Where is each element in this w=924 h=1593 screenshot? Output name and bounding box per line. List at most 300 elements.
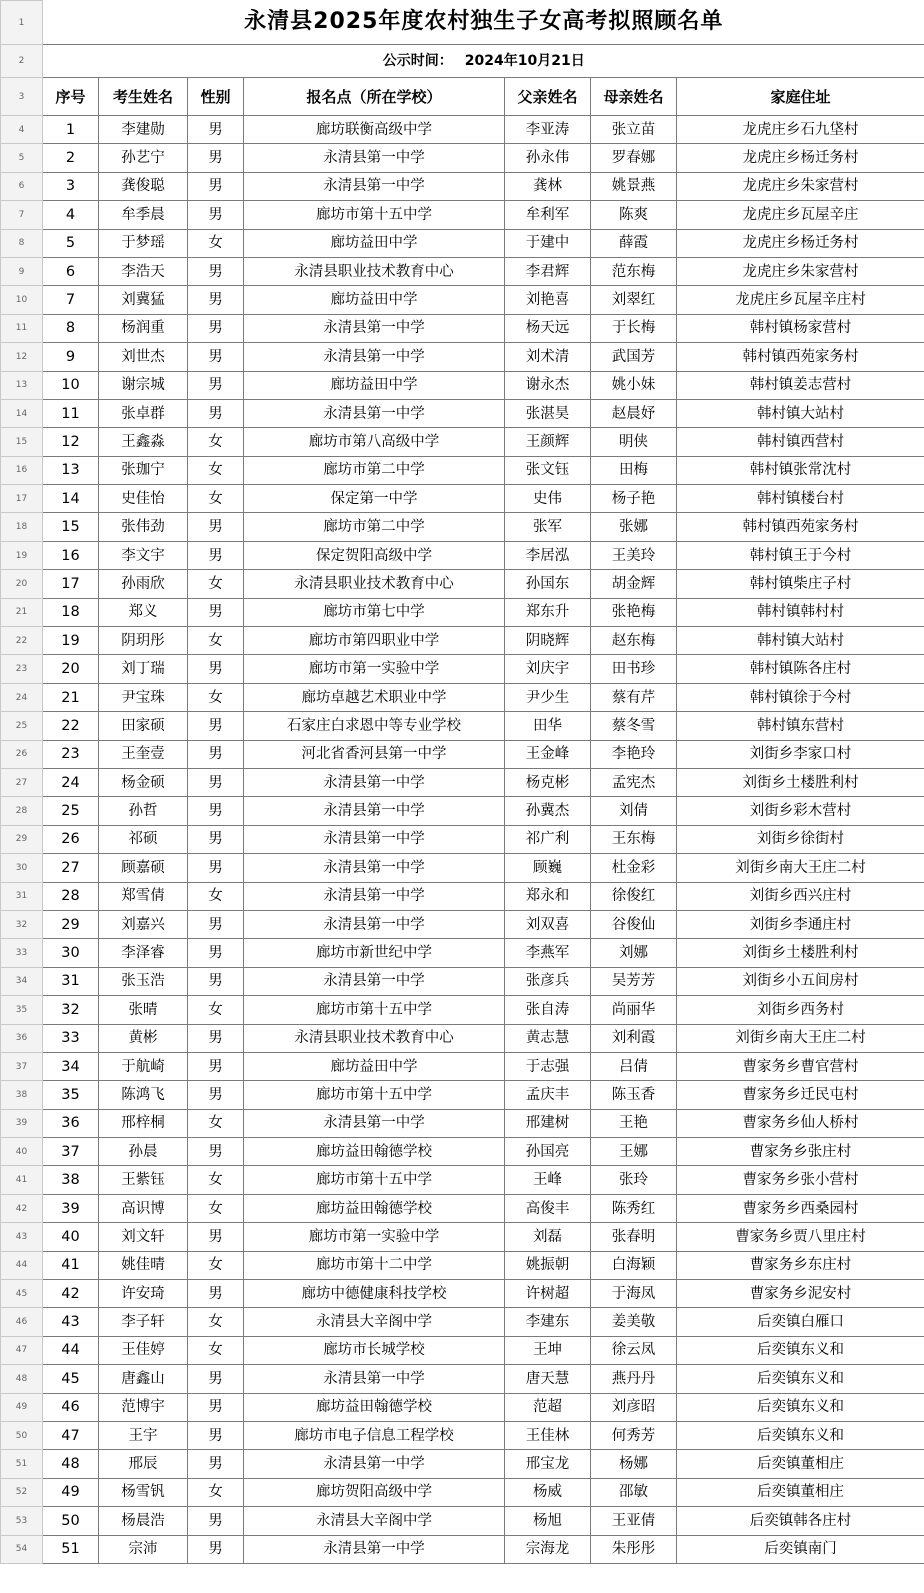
cell-father-name[interactable]: 杨克彬 bbox=[505, 768, 591, 796]
cell-school[interactable]: 永清县第一中学 bbox=[244, 1365, 505, 1393]
cell-index[interactable]: 38 bbox=[43, 1166, 99, 1194]
cell-address[interactable]: 刘街乡南大王庄二村 bbox=[677, 854, 924, 882]
cell-student-name[interactable]: 杨晨浩 bbox=[99, 1507, 188, 1535]
cell-index[interactable]: 43 bbox=[43, 1308, 99, 1336]
cell-address[interactable]: 后奕镇董相庄 bbox=[677, 1478, 924, 1506]
cell-student-name[interactable]: 张晴 bbox=[99, 996, 188, 1024]
row-number[interactable]: 13 bbox=[1, 371, 43, 399]
cell-school[interactable]: 石家庄白求恩中等专业学校 bbox=[244, 712, 505, 740]
cell-student-name[interactable]: 刘世杰 bbox=[99, 343, 188, 371]
row-number[interactable]: 25 bbox=[1, 712, 43, 740]
cell-address[interactable]: 后奕镇董相庄 bbox=[677, 1450, 924, 1478]
cell-gender[interactable]: 男 bbox=[188, 740, 244, 768]
cell-gender[interactable]: 女 bbox=[188, 627, 244, 655]
row-number[interactable]: 27 bbox=[1, 768, 43, 796]
cell-school[interactable]: 廊坊市第十五中学 bbox=[244, 996, 505, 1024]
cell-school[interactable]: 廊坊市第四职业中学 bbox=[244, 627, 505, 655]
cell-mother-name[interactable]: 张立苗 bbox=[591, 116, 677, 144]
cell-address[interactable]: 刘街乡李家口村 bbox=[677, 740, 924, 768]
cell-address[interactable]: 刘街乡土楼胜利村 bbox=[677, 939, 924, 967]
cell-mother-name[interactable]: 王美玲 bbox=[591, 541, 677, 569]
cell-index[interactable]: 25 bbox=[43, 797, 99, 825]
cell-index[interactable]: 48 bbox=[43, 1450, 99, 1478]
cell-index[interactable]: 37 bbox=[43, 1138, 99, 1166]
cell-gender[interactable]: 男 bbox=[188, 1535, 244, 1563]
cell-index[interactable]: 29 bbox=[43, 910, 99, 938]
cell-student-name[interactable]: 孙晨 bbox=[99, 1138, 188, 1166]
cell-father-name[interactable]: 尹少生 bbox=[505, 683, 591, 711]
cell-father-name[interactable]: 邢建树 bbox=[505, 1109, 591, 1137]
row-number[interactable]: 53 bbox=[1, 1507, 43, 1535]
cell-gender[interactable]: 男 bbox=[188, 1024, 244, 1052]
cell-address[interactable]: 韩村镇大站村 bbox=[677, 399, 924, 427]
row-number[interactable]: 9 bbox=[1, 257, 43, 285]
cell-student-name[interactable]: 张珈宁 bbox=[99, 456, 188, 484]
cell-student-name[interactable]: 田家硕 bbox=[99, 712, 188, 740]
cell-father-name[interactable]: 杨天远 bbox=[505, 314, 591, 342]
row-number[interactable]: 21 bbox=[1, 598, 43, 626]
cell-gender[interactable]: 女 bbox=[188, 428, 244, 456]
cell-mother-name[interactable]: 赵东梅 bbox=[591, 627, 677, 655]
cell-mother-name[interactable]: 张娜 bbox=[591, 513, 677, 541]
row-number[interactable]: 33 bbox=[1, 939, 43, 967]
cell-father-name[interactable]: 王坤 bbox=[505, 1336, 591, 1364]
cell-mother-name[interactable]: 于海凤 bbox=[591, 1280, 677, 1308]
cell-mother-name[interactable]: 刘利霞 bbox=[591, 1024, 677, 1052]
cell-father-name[interactable]: 孙冀杰 bbox=[505, 797, 591, 825]
row-number[interactable]: 31 bbox=[1, 882, 43, 910]
cell-address[interactable]: 曹家务乡西桑园村 bbox=[677, 1194, 924, 1222]
cell-father-name[interactable]: 张文钰 bbox=[505, 456, 591, 484]
cell-gender[interactable]: 女 bbox=[188, 882, 244, 910]
cell-index[interactable]: 2 bbox=[43, 144, 99, 172]
cell-gender[interactable]: 男 bbox=[188, 399, 244, 427]
row-number[interactable]: 40 bbox=[1, 1138, 43, 1166]
cell-gender[interactable]: 男 bbox=[188, 116, 244, 144]
cell-address[interactable]: 韩村镇楼台村 bbox=[677, 485, 924, 513]
cell-index[interactable]: 50 bbox=[43, 1507, 99, 1535]
cell-index[interactable]: 7 bbox=[43, 286, 99, 314]
cell-index[interactable]: 32 bbox=[43, 996, 99, 1024]
cell-mother-name[interactable]: 田梅 bbox=[591, 456, 677, 484]
cell-student-name[interactable]: 孙艺宁 bbox=[99, 144, 188, 172]
cell-student-name[interactable]: 郑义 bbox=[99, 598, 188, 626]
cell-school[interactable]: 廊坊贺阳高级中学 bbox=[244, 1478, 505, 1506]
cell-student-name[interactable]: 李文宇 bbox=[99, 541, 188, 569]
cell-student-name[interactable]: 史佳怡 bbox=[99, 485, 188, 513]
cell-index[interactable]: 26 bbox=[43, 825, 99, 853]
row-number[interactable]: 54 bbox=[1, 1535, 43, 1563]
cell-index[interactable]: 23 bbox=[43, 740, 99, 768]
cell-school[interactable]: 廊坊益田中学 bbox=[244, 229, 505, 257]
cell-student-name[interactable]: 于航崎 bbox=[99, 1052, 188, 1080]
cell-father-name[interactable]: 牟利军 bbox=[505, 201, 591, 229]
row-number[interactable]: 29 bbox=[1, 825, 43, 853]
cell-father-name[interactable]: 宗海龙 bbox=[505, 1535, 591, 1563]
cell-gender[interactable]: 女 bbox=[188, 1251, 244, 1279]
cell-index[interactable]: 33 bbox=[43, 1024, 99, 1052]
cell-address[interactable]: 韩村镇西苑家务村 bbox=[677, 513, 924, 541]
cell-address[interactable]: 韩村镇张常沈村 bbox=[677, 456, 924, 484]
cell-address[interactable]: 后奕镇韩各庄村 bbox=[677, 1507, 924, 1535]
cell-index[interactable]: 49 bbox=[43, 1478, 99, 1506]
cell-address[interactable]: 后奕镇东义和 bbox=[677, 1365, 924, 1393]
cell-index[interactable]: 40 bbox=[43, 1223, 99, 1251]
cell-father-name[interactable]: 孙国亮 bbox=[505, 1138, 591, 1166]
cell-school[interactable]: 廊坊市第二中学 bbox=[244, 456, 505, 484]
cell-school[interactable]: 廊坊市第八高级中学 bbox=[244, 428, 505, 456]
cell-index[interactable]: 31 bbox=[43, 967, 99, 995]
cell-father-name[interactable]: 孙永伟 bbox=[505, 144, 591, 172]
cell-address[interactable]: 龙虎庄乡杨迁务村 bbox=[677, 229, 924, 257]
cell-address[interactable]: 曹家务乡张庄村 bbox=[677, 1138, 924, 1166]
cell-mother-name[interactable]: 杜金彩 bbox=[591, 854, 677, 882]
cell-address[interactable]: 刘街乡南大王庄二村 bbox=[677, 1024, 924, 1052]
cell-address[interactable]: 后奕镇东义和 bbox=[677, 1393, 924, 1421]
cell-gender[interactable]: 男 bbox=[188, 1393, 244, 1421]
cell-mother-name[interactable]: 吴芳芳 bbox=[591, 967, 677, 995]
cell-address[interactable]: 曹家务乡东庄村 bbox=[677, 1251, 924, 1279]
cell-father-name[interactable]: 许树超 bbox=[505, 1280, 591, 1308]
cell-school[interactable]: 永清县第一中学 bbox=[244, 1109, 505, 1137]
cell-school[interactable]: 永清县第一中学 bbox=[244, 882, 505, 910]
cell-student-name[interactable]: 刘文轩 bbox=[99, 1223, 188, 1251]
cell-mother-name[interactable]: 张春明 bbox=[591, 1223, 677, 1251]
cell-address[interactable]: 韩村镇西苑家务村 bbox=[677, 343, 924, 371]
header-mother-name[interactable]: 母亲姓名 bbox=[591, 78, 677, 116]
cell-address[interactable]: 韩村镇大站村 bbox=[677, 627, 924, 655]
row-number[interactable]: 35 bbox=[1, 996, 43, 1024]
header-father-name[interactable]: 父亲姓名 bbox=[505, 78, 591, 116]
row-number[interactable]: 49 bbox=[1, 1393, 43, 1421]
cell-address[interactable]: 韩村镇姜志营村 bbox=[677, 371, 924, 399]
cell-student-name[interactable]: 尹宝珠 bbox=[99, 683, 188, 711]
cell-father-name[interactable]: 刘艳喜 bbox=[505, 286, 591, 314]
cell-student-name[interactable]: 姚佳晴 bbox=[99, 1251, 188, 1279]
cell-index[interactable]: 14 bbox=[43, 485, 99, 513]
cell-student-name[interactable]: 王宇 bbox=[99, 1421, 188, 1449]
cell-gender[interactable]: 女 bbox=[188, 1336, 244, 1364]
cell-index[interactable]: 41 bbox=[43, 1251, 99, 1279]
cell-father-name[interactable]: 谢永杰 bbox=[505, 371, 591, 399]
cell-student-name[interactable]: 宗沛 bbox=[99, 1535, 188, 1563]
row-number[interactable]: 41 bbox=[1, 1166, 43, 1194]
cell-address[interactable]: 刘街乡彩木营村 bbox=[677, 797, 924, 825]
cell-mother-name[interactable]: 于长梅 bbox=[591, 314, 677, 342]
cell-school[interactable]: 永清县第一中学 bbox=[244, 825, 505, 853]
row-number[interactable]: 5 bbox=[1, 144, 43, 172]
cell-mother-name[interactable]: 何秀芳 bbox=[591, 1421, 677, 1449]
cell-mother-name[interactable]: 刘翠红 bbox=[591, 286, 677, 314]
cell-index[interactable]: 11 bbox=[43, 399, 99, 427]
cell-school[interactable]: 永清县第一中学 bbox=[244, 854, 505, 882]
row-number[interactable]: 38 bbox=[1, 1081, 43, 1109]
cell-gender[interactable]: 男 bbox=[188, 541, 244, 569]
cell-gender[interactable]: 男 bbox=[188, 1280, 244, 1308]
row-number[interactable]: 51 bbox=[1, 1450, 43, 1478]
cell-gender[interactable]: 男 bbox=[188, 172, 244, 200]
cell-father-name[interactable]: 杨威 bbox=[505, 1478, 591, 1506]
publish-date-cell[interactable] bbox=[43, 45, 924, 78]
cell-father-name[interactable]: 史伟 bbox=[505, 485, 591, 513]
cell-gender[interactable]: 男 bbox=[188, 825, 244, 853]
cell-student-name[interactable]: 黄彬 bbox=[99, 1024, 188, 1052]
cell-index[interactable]: 51 bbox=[43, 1535, 99, 1563]
cell-school[interactable]: 廊坊市第七中学 bbox=[244, 598, 505, 626]
cell-gender[interactable]: 男 bbox=[188, 655, 244, 683]
cell-gender[interactable]: 男 bbox=[188, 201, 244, 229]
cell-index[interactable]: 27 bbox=[43, 854, 99, 882]
cell-father-name[interactable]: 黄志慧 bbox=[505, 1024, 591, 1052]
cell-school[interactable]: 廊坊市第一实验中学 bbox=[244, 655, 505, 683]
cell-student-name[interactable]: 李建勋 bbox=[99, 116, 188, 144]
cell-student-name[interactable]: 杨润重 bbox=[99, 314, 188, 342]
row-number[interactable]: 22 bbox=[1, 627, 43, 655]
cell-father-name[interactable]: 于志强 bbox=[505, 1052, 591, 1080]
cell-father-name[interactable]: 刘磊 bbox=[505, 1223, 591, 1251]
cell-index[interactable]: 1 bbox=[43, 116, 99, 144]
cell-school[interactable]: 永清县第一中学 bbox=[244, 314, 505, 342]
row-number[interactable]: 10 bbox=[1, 286, 43, 314]
cell-student-name[interactable]: 李子轩 bbox=[99, 1308, 188, 1336]
cell-student-name[interactable]: 陈鸿飞 bbox=[99, 1081, 188, 1109]
cell-mother-name[interactable]: 薛霞 bbox=[591, 229, 677, 257]
cell-gender[interactable]: 男 bbox=[188, 1081, 244, 1109]
cell-mother-name[interactable]: 陈秀红 bbox=[591, 1194, 677, 1222]
cell-mother-name[interactable]: 王艳 bbox=[591, 1109, 677, 1137]
cell-gender[interactable]: 男 bbox=[188, 712, 244, 740]
cell-index[interactable]: 6 bbox=[43, 257, 99, 285]
cell-gender[interactable]: 男 bbox=[188, 1223, 244, 1251]
row-number[interactable]: 19 bbox=[1, 541, 43, 569]
cell-school[interactable]: 廊坊市长城学校 bbox=[244, 1336, 505, 1364]
cell-school[interactable]: 永清县第一中学 bbox=[244, 343, 505, 371]
cell-father-name[interactable]: 李君辉 bbox=[505, 257, 591, 285]
cell-school[interactable]: 廊坊市第二中学 bbox=[244, 513, 505, 541]
cell-school[interactable]: 永清县第一中学 bbox=[244, 910, 505, 938]
cell-father-name[interactable]: 王金峰 bbox=[505, 740, 591, 768]
cell-school[interactable]: 廊坊卓越艺术职业中学 bbox=[244, 683, 505, 711]
cell-father-name[interactable]: 邢宝龙 bbox=[505, 1450, 591, 1478]
cell-father-name[interactable]: 张军 bbox=[505, 513, 591, 541]
cell-school[interactable]: 永清县大辛阁中学 bbox=[244, 1308, 505, 1336]
cell-student-name[interactable]: 顾嘉硕 bbox=[99, 854, 188, 882]
cell-gender[interactable]: 女 bbox=[188, 683, 244, 711]
cell-gender[interactable]: 男 bbox=[188, 1507, 244, 1535]
cell-school[interactable]: 廊坊市第一实验中学 bbox=[244, 1223, 505, 1251]
cell-school[interactable]: 廊坊益田中学 bbox=[244, 1052, 505, 1080]
cell-father-name[interactable]: 孙国东 bbox=[505, 570, 591, 598]
row-number[interactable]: 20 bbox=[1, 570, 43, 598]
cell-mother-name[interactable]: 朱彤彤 bbox=[591, 1535, 677, 1563]
cell-father-name[interactable]: 孟庆丰 bbox=[505, 1081, 591, 1109]
row-number[interactable]: 6 bbox=[1, 172, 43, 200]
cell-gender[interactable]: 男 bbox=[188, 314, 244, 342]
cell-address[interactable]: 曹家务乡张小营村 bbox=[677, 1166, 924, 1194]
row-number[interactable]: 14 bbox=[1, 399, 43, 427]
cell-mother-name[interactable]: 胡金辉 bbox=[591, 570, 677, 598]
cell-school[interactable]: 永清县第一中学 bbox=[244, 144, 505, 172]
cell-index[interactable]: 19 bbox=[43, 627, 99, 655]
row-number[interactable]: 8 bbox=[1, 229, 43, 257]
cell-gender[interactable]: 女 bbox=[188, 570, 244, 598]
cell-index[interactable]: 46 bbox=[43, 1393, 99, 1421]
sheet-title[interactable]: 永清县2025年度农村独生子女高考拟照顾名单 bbox=[43, 1, 924, 45]
cell-index[interactable]: 9 bbox=[43, 343, 99, 371]
cell-father-name[interactable]: 范超 bbox=[505, 1393, 591, 1421]
cell-student-name[interactable]: 杨雪钒 bbox=[99, 1478, 188, 1506]
cell-index[interactable]: 13 bbox=[43, 456, 99, 484]
cell-father-name[interactable]: 李亚涛 bbox=[505, 116, 591, 144]
cell-gender[interactable]: 男 bbox=[188, 797, 244, 825]
cell-mother-name[interactable]: 明侠 bbox=[591, 428, 677, 456]
cell-gender[interactable]: 男 bbox=[188, 257, 244, 285]
cell-address[interactable]: 韩村镇杨家营村 bbox=[677, 314, 924, 342]
cell-school[interactable]: 永清县第一中学 bbox=[244, 399, 505, 427]
cell-school[interactable]: 廊坊益田翰德学校 bbox=[244, 1194, 505, 1222]
cell-school[interactable]: 廊坊市第十五中学 bbox=[244, 201, 505, 229]
cell-mother-name[interactable]: 徐俊红 bbox=[591, 882, 677, 910]
cell-father-name[interactable]: 李居泓 bbox=[505, 541, 591, 569]
row-number[interactable]: 48 bbox=[1, 1365, 43, 1393]
cell-address[interactable]: 韩村镇柴庄子村 bbox=[677, 570, 924, 598]
cell-index[interactable]: 44 bbox=[43, 1336, 99, 1364]
row-number[interactable]: 42 bbox=[1, 1194, 43, 1222]
cell-father-name[interactable]: 张彦兵 bbox=[505, 967, 591, 995]
cell-mother-name[interactable]: 谷俊仙 bbox=[591, 910, 677, 938]
cell-address[interactable]: 曹家务乡仙人桥村 bbox=[677, 1109, 924, 1137]
cell-mother-name[interactable]: 徐云凤 bbox=[591, 1336, 677, 1364]
cell-index[interactable]: 8 bbox=[43, 314, 99, 342]
cell-student-name[interactable]: 祁硕 bbox=[99, 825, 188, 853]
cell-school[interactable]: 廊坊市第十五中学 bbox=[244, 1166, 505, 1194]
row-number[interactable]: 11 bbox=[1, 314, 43, 342]
cell-student-name[interactable]: 谢宗城 bbox=[99, 371, 188, 399]
cell-gender[interactable]: 男 bbox=[188, 1450, 244, 1478]
cell-school[interactable]: 河北省香河县第一中学 bbox=[244, 740, 505, 768]
cell-address[interactable]: 刘街乡西务村 bbox=[677, 996, 924, 1024]
cell-mother-name[interactable]: 赵晨妤 bbox=[591, 399, 677, 427]
row-number[interactable]: 44 bbox=[1, 1251, 43, 1279]
cell-student-name[interactable]: 王奎壹 bbox=[99, 740, 188, 768]
row-number[interactable]: 7 bbox=[1, 201, 43, 229]
cell-index[interactable]: 47 bbox=[43, 1421, 99, 1449]
row-number[interactable]: 39 bbox=[1, 1109, 43, 1137]
cell-index[interactable]: 15 bbox=[43, 513, 99, 541]
cell-address[interactable]: 韩村镇徐于今村 bbox=[677, 683, 924, 711]
cell-index[interactable]: 35 bbox=[43, 1081, 99, 1109]
row-number[interactable]: 16 bbox=[1, 456, 43, 484]
cell-gender[interactable]: 女 bbox=[188, 1478, 244, 1506]
row-number[interactable]: 28 bbox=[1, 797, 43, 825]
cell-mother-name[interactable]: 刘娜 bbox=[591, 939, 677, 967]
cell-mother-name[interactable]: 李艳玲 bbox=[591, 740, 677, 768]
cell-school[interactable]: 廊坊益田中学 bbox=[244, 286, 505, 314]
cell-student-name[interactable]: 唐鑫山 bbox=[99, 1365, 188, 1393]
cell-student-name[interactable]: 范博宇 bbox=[99, 1393, 188, 1421]
cell-father-name[interactable]: 刘庆宇 bbox=[505, 655, 591, 683]
row-number[interactable]: 17 bbox=[1, 485, 43, 513]
cell-student-name[interactable]: 张玉浩 bbox=[99, 967, 188, 995]
cell-gender[interactable]: 男 bbox=[188, 768, 244, 796]
row-number[interactable]: 32 bbox=[1, 910, 43, 938]
cell-mother-name[interactable]: 尚丽华 bbox=[591, 996, 677, 1024]
cell-gender[interactable]: 男 bbox=[188, 854, 244, 882]
cell-index[interactable]: 21 bbox=[43, 683, 99, 711]
cell-school[interactable]: 廊坊市第十五中学 bbox=[244, 1081, 505, 1109]
cell-student-name[interactable]: 邢辰 bbox=[99, 1450, 188, 1478]
cell-gender[interactable]: 女 bbox=[188, 1194, 244, 1222]
cell-address[interactable]: 韩村镇王于今村 bbox=[677, 541, 924, 569]
cell-address[interactable]: 曹家务乡泥安村 bbox=[677, 1280, 924, 1308]
cell-address[interactable]: 韩村镇西营村 bbox=[677, 428, 924, 456]
cell-father-name[interactable]: 李建东 bbox=[505, 1308, 591, 1336]
cell-mother-name[interactable]: 陈爽 bbox=[591, 201, 677, 229]
cell-gender[interactable]: 男 bbox=[188, 1138, 244, 1166]
cell-student-name[interactable]: 龚俊聪 bbox=[99, 172, 188, 200]
cell-student-name[interactable]: 高识博 bbox=[99, 1194, 188, 1222]
row-number[interactable]: 34 bbox=[1, 967, 43, 995]
cell-mother-name[interactable]: 范东梅 bbox=[591, 257, 677, 285]
cell-index[interactable]: 22 bbox=[43, 712, 99, 740]
cell-address[interactable]: 韩村镇陈各庄村 bbox=[677, 655, 924, 683]
cell-school[interactable]: 廊坊联衡高级中学 bbox=[244, 116, 505, 144]
cell-index[interactable]: 16 bbox=[43, 541, 99, 569]
cell-address[interactable]: 后奕镇南门 bbox=[677, 1535, 924, 1563]
cell-address[interactable]: 刘街乡李通庄村 bbox=[677, 910, 924, 938]
cell-index[interactable]: 36 bbox=[43, 1109, 99, 1137]
row-number[interactable]: 45 bbox=[1, 1280, 43, 1308]
cell-index[interactable]: 20 bbox=[43, 655, 99, 683]
cell-student-name[interactable]: 刘冀猛 bbox=[99, 286, 188, 314]
row-number[interactable]: 1 bbox=[1, 1, 43, 45]
cell-gender[interactable]: 女 bbox=[188, 1109, 244, 1137]
cell-mother-name[interactable]: 武国芳 bbox=[591, 343, 677, 371]
cell-mother-name[interactable]: 姚小妹 bbox=[591, 371, 677, 399]
cell-address[interactable]: 韩村镇东营村 bbox=[677, 712, 924, 740]
cell-address[interactable]: 后奕镇东义和 bbox=[677, 1336, 924, 1364]
cell-address[interactable]: 曹家务乡迁民屯村 bbox=[677, 1081, 924, 1109]
cell-school[interactable]: 永清县职业技术教育中心 bbox=[244, 570, 505, 598]
header-student-name[interactable]: 考生姓名 bbox=[99, 78, 188, 116]
cell-student-name[interactable]: 张卓群 bbox=[99, 399, 188, 427]
cell-student-name[interactable]: 孙雨欣 bbox=[99, 570, 188, 598]
cell-school[interactable]: 保定第一中学 bbox=[244, 485, 505, 513]
cell-index[interactable]: 24 bbox=[43, 768, 99, 796]
cell-gender[interactable]: 女 bbox=[188, 485, 244, 513]
cell-school[interactable]: 永清县第一中学 bbox=[244, 1450, 505, 1478]
cell-student-name[interactable]: 许安琦 bbox=[99, 1280, 188, 1308]
cell-student-name[interactable]: 阴玥彤 bbox=[99, 627, 188, 655]
cell-father-name[interactable]: 王佳林 bbox=[505, 1421, 591, 1449]
cell-gender[interactable]: 男 bbox=[188, 371, 244, 399]
cell-mother-name[interactable]: 张玲 bbox=[591, 1166, 677, 1194]
cell-student-name[interactable]: 王佳婷 bbox=[99, 1336, 188, 1364]
cell-index[interactable]: 18 bbox=[43, 598, 99, 626]
cell-mother-name[interactable]: 田书珍 bbox=[591, 655, 677, 683]
row-number[interactable]: 47 bbox=[1, 1336, 43, 1364]
cell-mother-name[interactable]: 蔡有芹 bbox=[591, 683, 677, 711]
cell-school[interactable]: 永清县第一中学 bbox=[244, 797, 505, 825]
cell-student-name[interactable]: 孙哲 bbox=[99, 797, 188, 825]
cell-mother-name[interactable]: 杨娜 bbox=[591, 1450, 677, 1478]
row-number[interactable]: 4 bbox=[1, 116, 43, 144]
cell-index[interactable]: 4 bbox=[43, 201, 99, 229]
cell-student-name[interactable]: 李泽睿 bbox=[99, 939, 188, 967]
cell-student-name[interactable]: 牟季晨 bbox=[99, 201, 188, 229]
cell-mother-name[interactable]: 张艳梅 bbox=[591, 598, 677, 626]
cell-student-name[interactable]: 王鑫淼 bbox=[99, 428, 188, 456]
